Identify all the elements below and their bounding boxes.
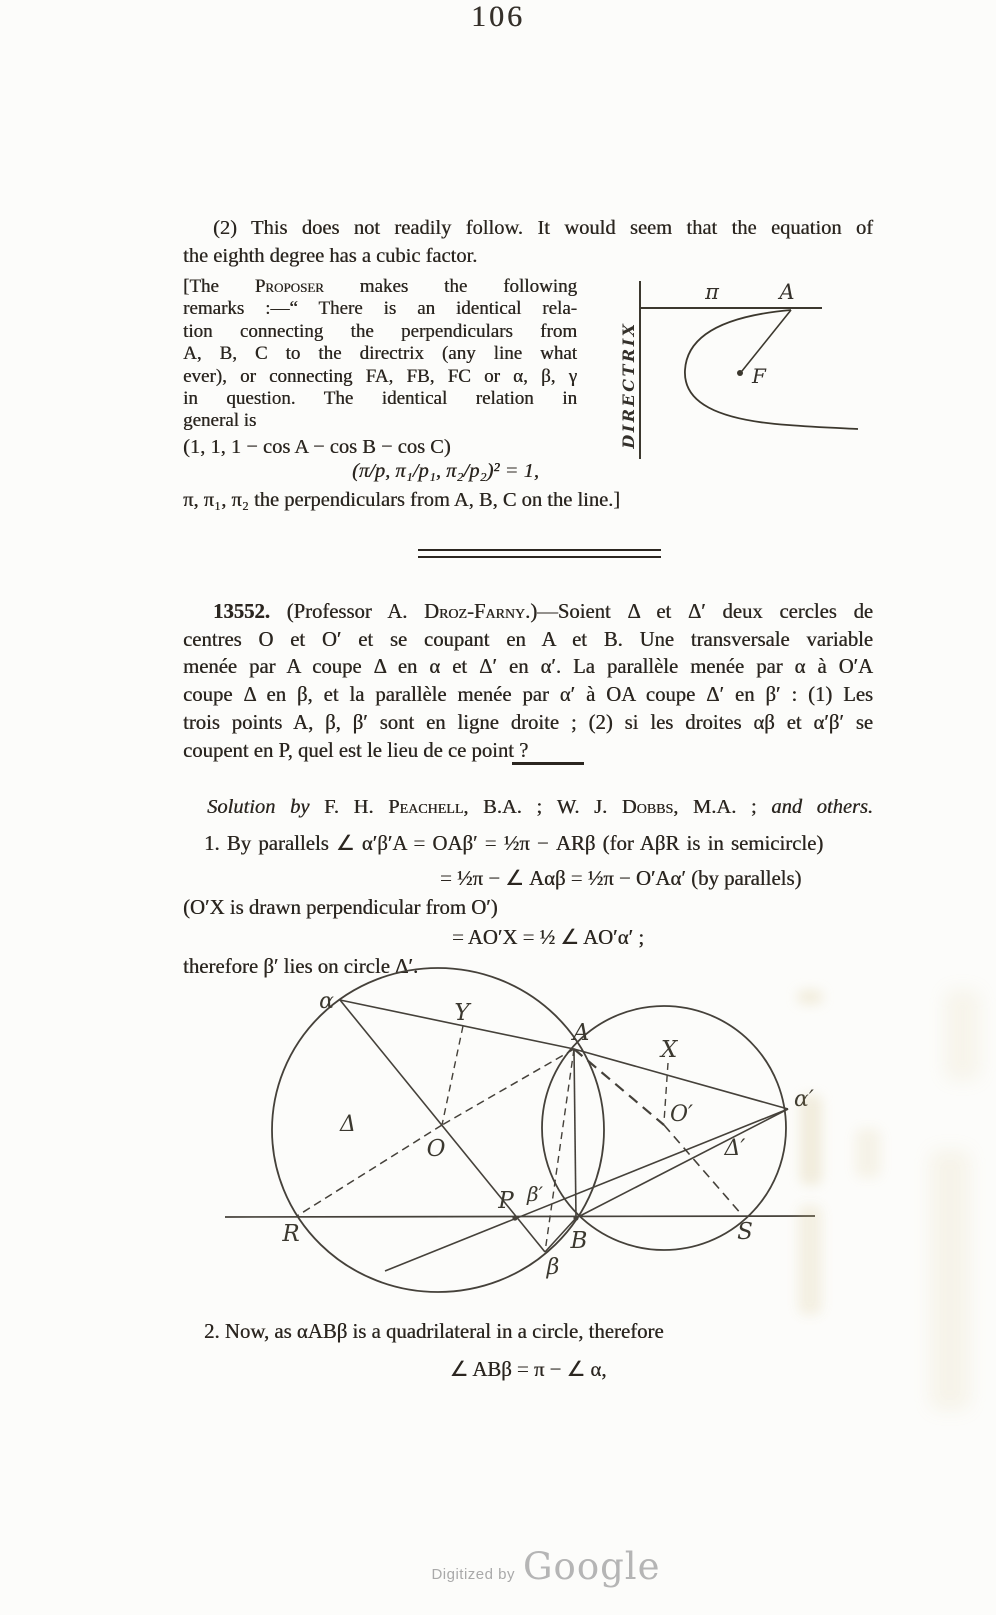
solution-step1-line4: = AO′X = ½ ∠ AO′α′ ; xyxy=(452,926,645,949)
bleed-through-smudge xyxy=(800,1095,822,1185)
focus-point xyxy=(737,370,743,376)
label-O-prime: O′ xyxy=(670,1102,694,1127)
page-number: 106 xyxy=(471,0,525,33)
dashed-perpendicular-Y-O xyxy=(442,1026,463,1125)
text-line: trois points A, β, β′ sont en ligne droite ; (2) si les droites αβ et α′β′ se xyxy=(183,711,873,734)
label-X: X xyxy=(660,1037,678,1063)
text-line: A, B, C to the directrix (any line what xyxy=(183,343,577,365)
text-line: ever), or connecting FA, FB, FC or α, β, γ xyxy=(183,365,577,387)
parabola-curve xyxy=(685,310,858,429)
line-alpha-beta xyxy=(340,1000,545,1252)
label-A: A xyxy=(572,1020,590,1046)
bleed-through-smudge xyxy=(930,1150,970,1410)
google-logo-text: Google xyxy=(523,1545,661,1588)
bleed-through-smudge xyxy=(797,990,823,1004)
solution-byline: Solution by F. H. Peachell, B.A. ; W. J. Dobbs, M.A. ; and others. xyxy=(207,796,873,818)
point-P xyxy=(512,1215,517,1220)
text-line: centres O et O′ et se coupant en A et B. Une transversale variable xyxy=(183,628,873,651)
label-delta: Δ xyxy=(340,1112,356,1137)
solution-step1-line3: (O′X is drawn perpendicular from O′) xyxy=(183,896,498,919)
focus-F-label: F xyxy=(752,364,766,388)
text-line: coupe Δ en β, et la parallèle menée par α′ à OA coupe Δ′ en β′ : (1) Les xyxy=(183,684,873,707)
directrix-axis-label: DIRECTRIX xyxy=(619,321,638,449)
solution-step1-line1: 1. By parallels ∠ α′β′A = OAβ′ = ½π − ARβ (for AβR is in semicircle) xyxy=(204,832,824,855)
text-line: tion connecting the perpendiculars from xyxy=(183,320,577,342)
text-line: general is xyxy=(183,410,257,432)
solution-step2-text: 2. Now, as αABβ is a quadrilateral in a circle, therefore xyxy=(204,1320,664,1343)
bleed-through-smudge xyxy=(798,1205,822,1315)
bleed-through-smudge xyxy=(855,1128,881,1178)
paragraph-remark-2 xyxy=(183,214,873,270)
label-S: S xyxy=(737,1219,753,1245)
label-alpha: α xyxy=(319,989,334,1014)
directrix-parabola-figure xyxy=(585,265,885,465)
label-beta-prime: β′ xyxy=(526,1182,544,1206)
point-A-label: A xyxy=(779,280,795,304)
label-B: B xyxy=(570,1228,588,1254)
digitized-by-text: Digitized by xyxy=(431,1566,515,1583)
label-Y: Y xyxy=(454,1000,470,1026)
common-chord-AB xyxy=(574,1049,576,1218)
text-line: [The Proposer makes the following xyxy=(183,276,577,297)
text-line: the eighth degree has a cubic factor. xyxy=(183,245,478,267)
point-B xyxy=(573,1215,578,1220)
text-line: menée par A coupe Δ en α et Δ′ en α′. La parallèle menée par α à O′A xyxy=(183,656,873,679)
text-line: remarks :—“ There is an identical rela- xyxy=(183,298,577,320)
dashed-A-O xyxy=(442,1049,574,1125)
solution-step2-equation: ∠ ABβ = π − ∠ α, xyxy=(449,1358,607,1381)
transversal-alpha-A-alpha-prime xyxy=(340,1000,788,1109)
circle-delta xyxy=(272,968,604,1292)
text-line: coupent en P, quel est le lieu de ce point ? xyxy=(183,739,529,762)
dashed-A-beta-prime-beta xyxy=(545,1049,574,1252)
dashed-perpendicular-X-O-prime xyxy=(664,1063,668,1122)
identical-relation-formula-line1: (1, 1, 1 − cos A − cos B − cos C) xyxy=(183,436,451,458)
short-divider-rule xyxy=(512,762,584,765)
problem-13552-statement xyxy=(183,599,873,765)
label-alpha-prime: α′ xyxy=(794,1087,814,1112)
label-O: O xyxy=(426,1136,446,1162)
label-beta: β xyxy=(546,1255,560,1280)
focal-chord-AF xyxy=(742,310,791,371)
text-line: 13552. (Professor A. Droz-Farny.)—Soient Δ et Δ′ deux cercles de xyxy=(213,601,873,623)
label-delta-prime: Δ′ xyxy=(724,1136,746,1161)
text-line: (2) This does not readily follow. It would seem that the equation of xyxy=(213,217,873,239)
solution-step1-line5: therefore β′ lies on circle Δ′. xyxy=(183,955,419,978)
solution-step1-line2: = ½π − ∠ Aαβ = ½π − O′Aα′ (by parallels) xyxy=(440,867,802,890)
google-digitization-watermark xyxy=(0,1545,996,1588)
two-circles-geometry-figure xyxy=(183,960,883,1320)
section-divider-double-rule-bottom xyxy=(418,556,661,558)
identical-relation-formula-line3: π, π₁, π₂ the perpendiculars from A, B, C on the line.] xyxy=(183,489,621,511)
pi-label: π xyxy=(705,280,719,304)
label-R: R xyxy=(282,1221,300,1247)
dashed-O-R xyxy=(297,1125,442,1216)
label-P: P xyxy=(498,1188,514,1214)
identical-relation-formula-line2: (π/p, π₁/p₁, π₂/p₂)² = 1, xyxy=(352,460,539,482)
section-divider-double-rule-top xyxy=(418,549,661,551)
bleed-through-smudge xyxy=(945,990,980,1080)
text-line: in question. The identical relation in xyxy=(183,388,577,410)
proposer-remarks-column xyxy=(183,276,577,433)
